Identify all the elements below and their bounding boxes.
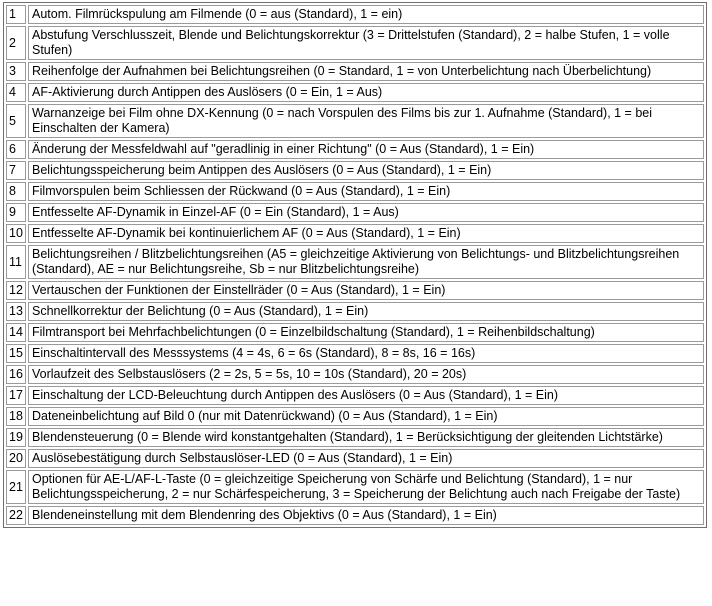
row-number: 9 [6,203,26,222]
row-description: Abstufung Verschlusszeit, Blende und Belichtungskorrektur (3 = Drittelstufen (Standard), 2 = halbe Stufen, 1 = volle Stufen) [28,26,704,60]
row-description: Vertauschen der Funktionen der Einstellräder (0 = Aus (Standard), 1 = Ein) [28,281,704,300]
row-number: 8 [6,182,26,201]
row-number: 11 [6,245,26,279]
row-description: Autom. Filmrückspulung am Filmende (0 = aus (Standard), 1 = ein) [28,5,704,24]
table-row [6,224,704,243]
row-description: Entfesselte AF-Dynamik in Einzel-AF (0 = Ein (Standard), 1 = Aus) [28,203,704,222]
row-number: 15 [6,344,26,363]
row-description: Blendensteuerung (0 = Blende wird konstantgehalten (Standard), 1 = Berücksichtigung der gleitenden Lichtstärke) [28,428,704,447]
table-row [6,506,704,525]
row-description: Blendeneinstellung mit dem Blendenring des Objektivs (0 = Aus (Standard), 1 = Ein) [28,506,704,525]
row-description: Einschaltung der LCD-Beleuchtung durch Antippen des Auslösers (0 = Aus (Standard), 1 = Ein) [28,386,704,405]
row-description: Warnanzeige bei Film ohne DX-Kennung (0 = nach Vorspulen des Films bis zur 1. Aufnahme (Standard), 1 = bei Einschalten der Kamera) [28,104,704,138]
table-row [6,104,704,138]
table-row [6,245,704,279]
row-description: Filmtransport bei Mehrfachbelichtungen (0 = Einzelbildschaltung (Standard), 1 = Reihenbildschaltung) [28,323,704,342]
row-number: 6 [6,140,26,159]
row-description: Entfesselte AF-Dynamik bei kontinuierlichem AF (0 = Aus (Standard), 1 = Ein) [28,224,704,243]
row-number: 19 [6,428,26,447]
row-number: 17 [6,386,26,405]
table-row [6,302,704,321]
row-description: Einschaltintervall des Messsystems (4 = 4s, 6 = 6s (Standard), 8 = 8s, 16 = 16s) [28,344,704,363]
row-description: Schnellkorrektur der Belichtung (0 = Aus (Standard), 1 = Ein) [28,302,704,321]
table-row [6,161,704,180]
row-description: Optionen für AE-L/AF-L-Taste (0 = gleichzeitige Speicherung von Schärfe und Belichtung (Standard), 1 = nur Belichtungsspeicherung, 2 = nur Schärfespeicherung, 3 = Speicherung der Belichtung auch nach Freigabe der Taste) [28,470,704,504]
row-number: 10 [6,224,26,243]
row-description: Änderung der Messfeldwahl auf "geradlinig in einer Richtung" (0 = Aus (Standard), 1 = Ein) [28,140,704,159]
row-description: Auslösebestätigung durch Selbstauslöser-LED (0 = Aus (Standard), 1 = Ein) [28,449,704,468]
table-row [6,62,704,81]
table-row [6,386,704,405]
row-number: 21 [6,470,26,504]
row-number: 12 [6,281,26,300]
row-description: AF-Aktivierung durch Antippen des Auslösers (0 = Ein, 1 = Aus) [28,83,704,102]
row-description: Vorlaufzeit des Selbstauslösers (2 = 2s, 5 = 5s, 10 = 10s (Standard), 20 = 20s) [28,365,704,384]
row-description: Dateneinbelichtung auf Bild 0 (nur mit Datenrückwand) (0 = Aus (Standard), 1 = Ein) [28,407,704,426]
row-number: 7 [6,161,26,180]
row-number: 4 [6,83,26,102]
row-number: 2 [6,26,26,60]
table-row [6,83,704,102]
settings-table [3,2,707,528]
row-number: 3 [6,62,26,81]
row-number: 22 [6,506,26,525]
row-number: 18 [6,407,26,426]
row-number: 13 [6,302,26,321]
row-number: 14 [6,323,26,342]
row-description: Belichtungsreihen / Blitzbelichtungsreihen (A5 = gleichzeitige Aktivierung von Belichtungs- und Blitzbelichtungsreihen (Standard), AE = nur Belichtungsreihe, Sb = nur Blitzbelichtungsreihe) [28,245,704,279]
row-number: 20 [6,449,26,468]
table-row [6,449,704,468]
row-description: Belichtungsspeicherung beim Antippen des Auslösers (0 = Aus (Standard), 1 = Ein) [28,161,704,180]
row-number: 5 [6,104,26,138]
table-row [6,470,704,504]
row-description: Filmvorspulen beim Schliessen der Rückwand (0 = Aus (Standard), 1 = Ein) [28,182,704,201]
table-row [6,428,704,447]
table-row [6,5,704,24]
table-row [6,365,704,384]
settings-table-body [6,5,704,525]
table-row [6,182,704,201]
table-row [6,140,704,159]
table-row [6,407,704,426]
table-row [6,344,704,363]
row-number: 1 [6,5,26,24]
row-number: 16 [6,365,26,384]
table-row [6,281,704,300]
table-row [6,323,704,342]
table-row [6,203,704,222]
row-description: Reihenfolge der Aufnahmen bei Belichtungsreihen (0 = Standard, 1 = von Unterbelichtung nach Überbelichtung) [28,62,704,81]
table-row [6,26,704,60]
